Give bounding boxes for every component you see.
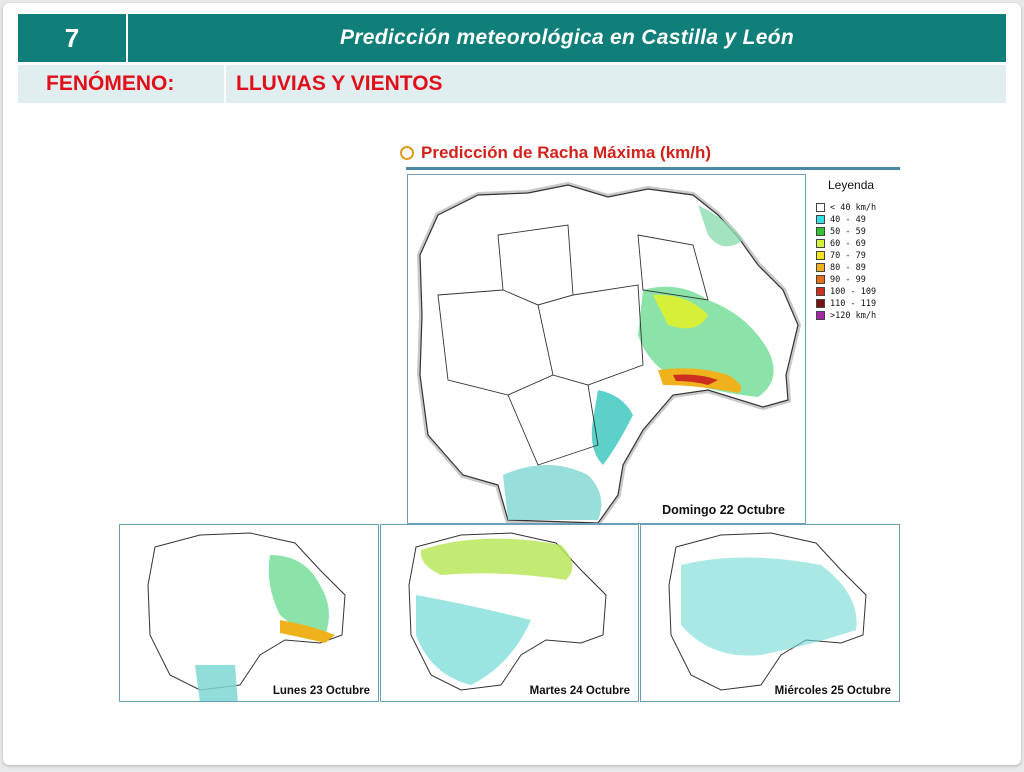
wednesday-wind-map <box>640 524 900 702</box>
legend-item <box>816 298 876 309</box>
monday-wind-map <box>119 524 379 702</box>
legend-item <box>816 226 866 237</box>
legend-item <box>816 250 866 261</box>
legend-label: 70 - 79 <box>830 250 866 261</box>
legend <box>808 174 900 324</box>
legend-item <box>816 274 866 285</box>
bullet-circle-icon <box>400 146 414 160</box>
legend-item <box>816 286 876 297</box>
map-date-label: Lunes 23 Octubre <box>272 685 370 697</box>
legend-swatch <box>816 263 825 272</box>
tuesday-map-graphic <box>381 525 639 702</box>
legend-label: 40 - 49 <box>830 214 866 225</box>
legend-item <box>816 214 866 225</box>
legend-label: < 40 km/h <box>830 202 877 213</box>
title-underline <box>406 167 900 170</box>
legend-swatch <box>816 203 825 212</box>
map-date-label: Martes 24 Octubre <box>529 685 630 697</box>
legend-item <box>816 310 876 321</box>
monday-map-graphic <box>120 525 379 702</box>
legend-label: 110 - 119 <box>830 298 877 309</box>
tuesday-wind-map <box>380 524 639 702</box>
legend-title: Leyenda <box>828 178 875 192</box>
legend-label: >120 km/h <box>830 310 877 321</box>
legend-item <box>816 238 866 249</box>
page-title: Predicción meteorológica en Castilla y León <box>128 14 1006 62</box>
main-map-graphic <box>408 175 806 524</box>
legend-label: 60 - 69 <box>830 238 866 249</box>
legend-swatch <box>816 299 825 308</box>
legend-swatch <box>816 239 825 248</box>
legend-label: 50 - 59 <box>830 226 866 237</box>
map-section-title-text: Predicción de Racha Máxima (km/h) <box>421 143 712 162</box>
map-date-label: Domingo 22 Octubre <box>662 503 785 517</box>
wednesday-map-graphic <box>641 525 900 702</box>
phenomenon-value: LLUVIAS Y VIENTOS <box>226 65 1006 103</box>
legend-item <box>816 262 866 273</box>
legend-label: 100 - 109 <box>830 286 877 297</box>
map-section-title <box>400 138 900 168</box>
legend-label: 80 - 89 <box>830 262 866 273</box>
legend-item <box>816 202 876 213</box>
legend-swatch <box>816 311 825 320</box>
phenomenon-label: FENÓMENO: <box>18 65 224 103</box>
legend-label: 90 - 99 <box>830 274 866 285</box>
legend-swatch <box>816 215 825 224</box>
legend-swatch <box>816 287 825 296</box>
legend-swatch <box>816 251 825 260</box>
legend-swatch <box>816 227 825 236</box>
map-date-label: Miércoles 25 Octubre <box>774 685 891 697</box>
wind-zone-cyan <box>195 665 238 702</box>
slide-number: 7 <box>18 14 126 62</box>
main-wind-map <box>407 174 806 524</box>
legend-swatch <box>816 275 825 284</box>
